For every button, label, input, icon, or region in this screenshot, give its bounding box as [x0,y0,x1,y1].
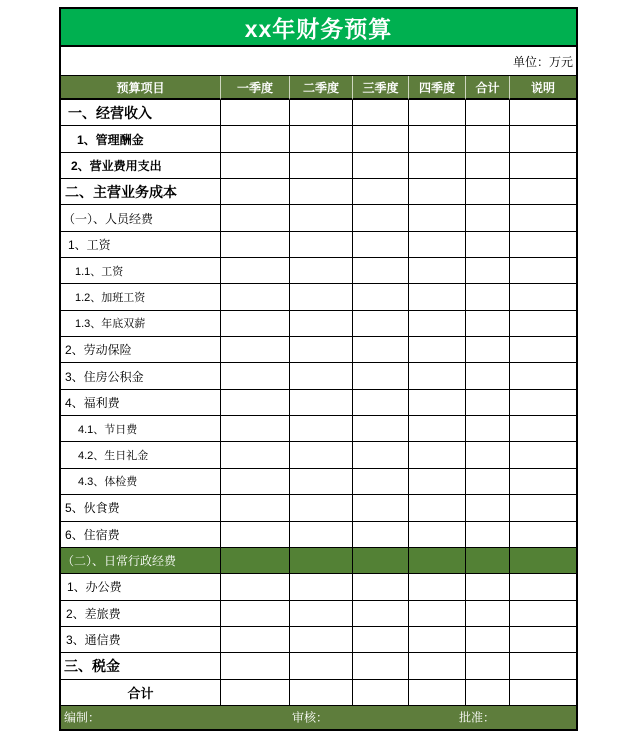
budget-sheet [59,7,578,731]
row-label[interactable]: 5、伙食费 [61,495,221,521]
row-label[interactable]: 二、主营业务成本 [61,179,221,205]
value-cell[interactable] [353,258,409,284]
value-cell[interactable] [221,548,290,574]
value-cell[interactable] [409,363,466,389]
value-cell[interactable] [353,442,409,468]
value-cell[interactable] [290,100,353,126]
value-cell[interactable] [510,284,576,310]
value-cell[interactable] [466,495,510,521]
value-cell[interactable] [510,100,576,126]
value-cell[interactable] [409,205,466,231]
value-cell[interactable] [409,574,466,600]
unit-row [61,47,576,76]
row-label[interactable]: 4.2、生日礼金 [61,442,221,468]
value-cell[interactable] [466,205,510,231]
value-cell[interactable] [409,126,466,152]
value-cell[interactable] [353,522,409,548]
value-cell[interactable] [221,205,290,231]
value-cell[interactable] [510,205,576,231]
value-cell[interactable] [466,258,510,284]
value-cell[interactable] [466,469,510,495]
value-cell[interactable] [353,627,409,653]
value-cell[interactable] [353,653,409,679]
value-cell[interactable] [510,442,576,468]
value-cell[interactable] [221,311,290,337]
value-cell[interactable] [221,442,290,468]
value-cell[interactable] [290,258,353,284]
value-cell[interactable] [409,442,466,468]
column-header[interactable]: 四季度 [409,76,466,100]
row-label[interactable]: 3、住房公积金 [61,363,221,389]
value-cell[interactable] [221,680,290,706]
value-cell[interactable] [290,311,353,337]
column-header[interactable]: 三季度 [353,76,409,100]
value-cell[interactable] [466,442,510,468]
value-cell[interactable] [510,653,576,679]
row-label[interactable]: 4、福利费 [61,390,221,416]
value-cell[interactable] [510,574,576,600]
value-cell[interactable] [221,574,290,600]
value-cell[interactable] [510,495,576,521]
value-cell[interactable] [290,680,353,706]
value-cell[interactable] [510,153,576,179]
row-label[interactable]: 三、税金 [61,653,221,679]
value-cell[interactable] [221,416,290,442]
value-cell[interactable] [221,337,290,363]
value-cell[interactable] [409,627,466,653]
value-cell[interactable] [221,232,290,258]
value-cell[interactable] [221,100,290,126]
value-cell[interactable] [510,126,576,152]
value-cell[interactable] [466,548,510,574]
value-cell[interactable] [290,126,353,152]
value-cell[interactable] [466,363,510,389]
value-cell[interactable] [466,179,510,205]
row-label[interactable]: （二）、日常行政经费 [61,548,221,574]
value-cell[interactable] [221,653,290,679]
value-cell[interactable] [466,232,510,258]
row-label[interactable]: 合计 [61,680,221,706]
value-cell[interactable] [510,548,576,574]
value-cell[interactable] [290,601,353,627]
value-cell[interactable] [353,232,409,258]
value-cell[interactable] [466,601,510,627]
value-cell[interactable] [466,574,510,600]
column-header[interactable]: 合计 [466,76,510,100]
value-cell[interactable] [290,363,353,389]
value-cell[interactable] [466,522,510,548]
value-cell[interactable] [290,522,353,548]
value-cell[interactable] [510,522,576,548]
value-cell[interactable] [409,258,466,284]
value-cell[interactable] [466,416,510,442]
value-cell[interactable] [409,390,466,416]
column-header[interactable]: 说明 [510,76,576,100]
value-cell[interactable] [466,153,510,179]
value-cell[interactable] [353,416,409,442]
value-cell[interactable] [510,258,576,284]
sign-off-row [61,706,576,729]
value-cell[interactable] [510,363,576,389]
value-cell[interactable] [353,126,409,152]
value-cell[interactable] [510,311,576,337]
row-label[interactable]: （一）、人员经费 [61,205,221,231]
value-cell[interactable] [409,153,466,179]
value-cell[interactable] [290,179,353,205]
row-label[interactable]: 1.2、加班工资 [61,284,221,310]
row-label[interactable]: 2、劳动保险 [61,337,221,363]
column-header[interactable]: 预算项目 [61,76,221,100]
sheet-title: xx年财务预算 [61,9,576,47]
value-cell[interactable] [290,416,353,442]
value-cell[interactable] [290,284,353,310]
value-cell[interactable] [290,205,353,231]
value-cell[interactable] [409,522,466,548]
value-cell[interactable] [409,680,466,706]
value-cell[interactable] [353,179,409,205]
value-cell[interactable] [466,126,510,152]
value-cell[interactable] [466,311,510,337]
value-cell[interactable] [466,653,510,679]
value-cell[interactable] [221,258,290,284]
value-cell[interactable] [510,416,576,442]
value-cell[interactable] [290,548,353,574]
value-cell[interactable] [466,337,510,363]
value-cell[interactable] [353,337,409,363]
value-cell[interactable] [353,311,409,337]
value-cell[interactable] [510,179,576,205]
value-cell[interactable] [353,574,409,600]
row-label[interactable]: 1、办公费 [61,574,221,600]
column-header[interactable]: 二季度 [290,76,353,100]
value-cell[interactable] [510,390,576,416]
value-cell[interactable] [353,601,409,627]
value-cell[interactable] [290,469,353,495]
row-label[interactable]: 6、住宿费 [61,522,221,548]
value-cell[interactable] [353,363,409,389]
value-cell[interactable] [221,522,290,548]
value-cell[interactable] [353,548,409,574]
value-cell[interactable] [221,495,290,521]
value-cell[interactable] [409,495,466,521]
row-label[interactable]: 1、管理酬金 [61,126,221,152]
value-cell[interactable] [466,284,510,310]
approved-by-label[interactable]: 批准： [459,710,496,725]
value-cell[interactable] [353,390,409,416]
value-cell[interactable] [353,100,409,126]
value-cell[interactable] [353,205,409,231]
value-cell[interactable] [409,337,466,363]
value-cell[interactable] [409,179,466,205]
row-label[interactable]: 一、经营收入 [61,100,221,126]
value-cell[interactable] [510,601,576,627]
value-cell[interactable] [409,548,466,574]
row-label[interactable]: 4.1、节日费 [61,416,221,442]
row-label[interactable]: 3、通信费 [61,627,221,653]
value-cell[interactable] [466,627,510,653]
budget-table [61,76,576,706]
column-header[interactable]: 一季度 [221,76,290,100]
value-cell[interactable] [510,627,576,653]
value-cell[interactable] [409,311,466,337]
value-cell[interactable] [510,469,576,495]
value-cell[interactable] [221,179,290,205]
value-cell[interactable] [353,680,409,706]
value-cell[interactable] [510,337,576,363]
value-cell[interactable] [221,284,290,310]
value-cell[interactable] [409,100,466,126]
row-label[interactable]: 4.3、体检费 [61,469,221,495]
value-cell[interactable] [290,232,353,258]
value-cell[interactable] [290,653,353,679]
value-cell[interactable] [290,627,353,653]
value-cell[interactable] [409,232,466,258]
row-label[interactable]: 1.3、年底双薪 [61,311,221,337]
value-cell[interactable] [466,680,510,706]
value-cell[interactable] [221,153,290,179]
value-cell[interactable] [221,601,290,627]
value-cell[interactable] [409,653,466,679]
value-cell[interactable] [353,284,409,310]
value-cell[interactable] [290,390,353,416]
value-cell[interactable] [466,390,510,416]
value-cell[interactable] [510,680,576,706]
value-cell[interactable] [290,574,353,600]
value-cell[interactable] [221,363,290,389]
value-cell[interactable] [290,337,353,363]
value-cell[interactable] [290,442,353,468]
value-cell[interactable] [466,100,510,126]
row-label[interactable]: 2、差旅费 [61,601,221,627]
value-cell[interactable] [353,153,409,179]
value-cell[interactable] [409,601,466,627]
unit-label: 单位：万元 [512,54,573,69]
value-cell[interactable] [409,284,466,310]
value-cell[interactable] [510,232,576,258]
value-cell[interactable] [221,126,290,152]
value-cell[interactable] [409,469,466,495]
value-cell[interactable] [353,469,409,495]
prepared-by-label[interactable]: 编制： [64,710,101,725]
row-label[interactable]: 1.1、工资 [61,258,221,284]
row-label[interactable]: 2、营业费用支出 [61,153,221,179]
value-cell[interactable] [221,627,290,653]
value-cell[interactable] [290,153,353,179]
row-label[interactable]: 1、工资 [61,232,221,258]
value-cell[interactable] [221,469,290,495]
value-cell[interactable] [221,390,290,416]
reviewed-by-label[interactable]: 审核： [292,710,329,725]
value-cell[interactable] [290,495,353,521]
value-cell[interactable] [353,495,409,521]
value-cell[interactable] [409,416,466,442]
